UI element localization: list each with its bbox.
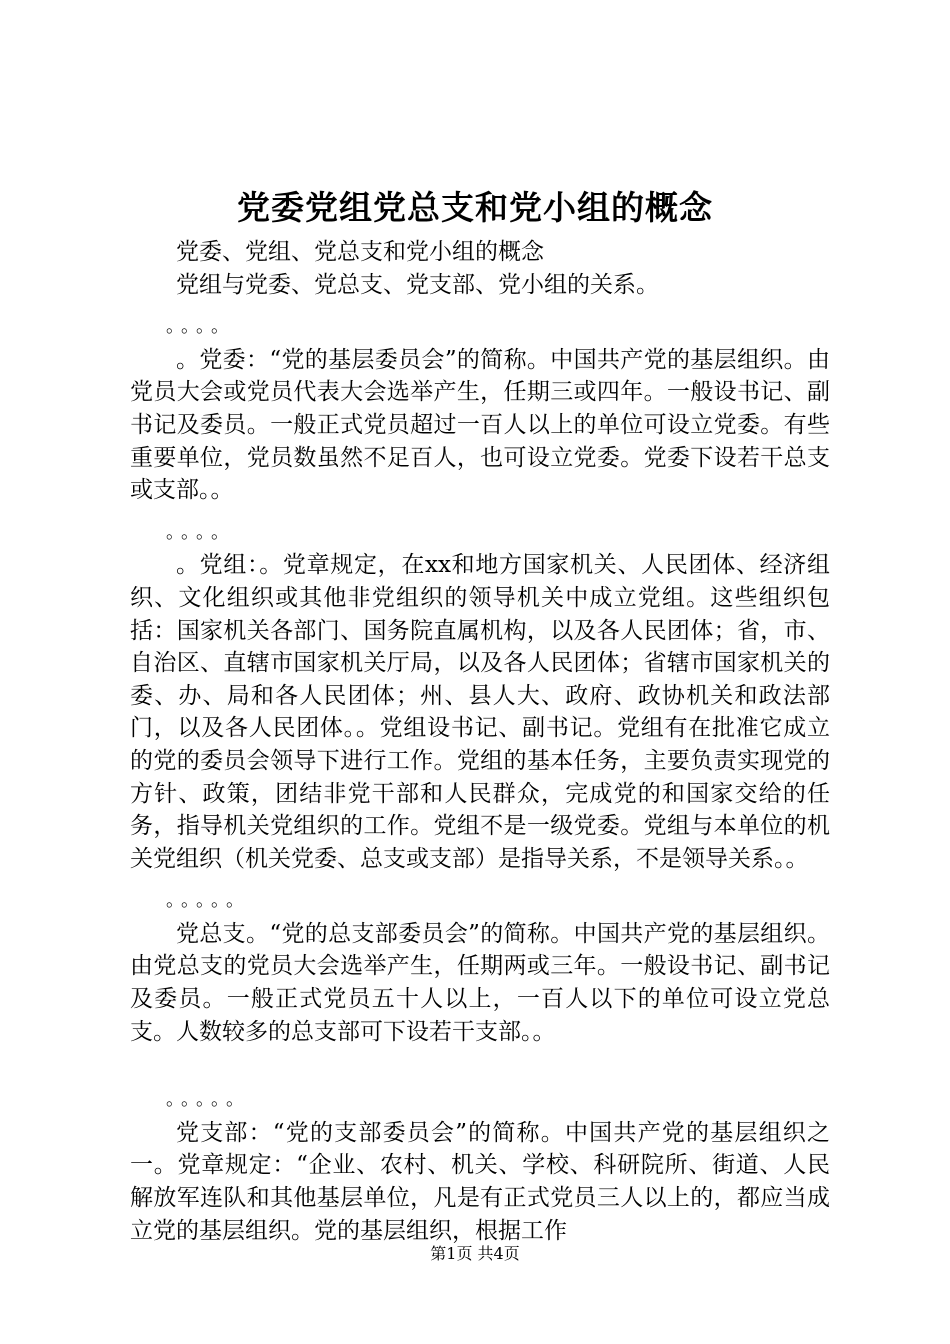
document-title: 党委党组党总支和党小组的概念 xyxy=(237,188,713,227)
paragraph-dangzu: 。党组：。党章规定，在xx和地方国家机关、人民团体、经济组织、文化组织或其他非党组织的领导机关中成立党组。这些组织包括：国家机关各部门、国务院直属机构，以及各人民团体；省，市、自治区、直辖市国家机关厅局，以及各人民团体；省辖市国家机关的委、办、局和各人民团体；州、县人大、政府、政协机关和政法部门，以及各人民团体。。党组设书记、副书记。党组有在批准它成立的党的委员会领导下进行工作。党组的基本任务，主要负责实现党的方针、政策，团结非党干部和人民群众，完成党的和国家交给的任务，指导机关党组织的工作。党组不是一级党委。党组与本单位的机关党组织（机关党委、总支或支部）是指导关系，不是领导关系。。 xyxy=(130,552,830,872)
document-body xyxy=(130,236,830,1247)
paragraph-dangwei: 。党委：“党的基层委员会”的简称。中国共产党的基层组织。由党员大会或党员代表大会选举产生，任期三或四年。一般设书记、副书记及委员。一般正式党员超过一百人以上的单位可设立党委。有些重要单位，党员数虽然不足百人，也可设立党委。党委下设若干总支或支部。。 xyxy=(130,346,830,504)
paragraph-separator: 。。。。 xyxy=(166,521,235,543)
paragraph-relation: 党组与党委、党总支、党支部、党小组的关系。 xyxy=(176,271,659,298)
paragraph-subtitle: 党委、党组、党总支和党小组的概念 xyxy=(176,239,544,265)
page-number: 第1页 共4页 xyxy=(430,1244,520,1263)
paragraph-dangzongzhi: 党总支。“党的总支部委员会”的简称。中国共产党的基层组织。由党总支的党员大会选举产生，任期两或三年。一般设书记、副书记及委员。一般正式党员五十人以上，一百人以下的单位可设立党总支。人数较多的总支部可下设若干支部。。 xyxy=(130,920,830,1045)
paragraph-separator: 。。。。 xyxy=(166,316,235,338)
paragraph-separator: 。。。。。 xyxy=(166,890,250,912)
paragraph-separator: 。。。。。 xyxy=(166,1089,250,1111)
paragraph-dangzhibu: 党支部：“党的支部委员会”的简称。中国共产党的基层组织之一。党章规定：“企业、农村、机关、学校、科研院所、街道、人民解放军连队和其他基层单位，凡是有正式党员三人以上的，都应当成立党的基层组织。党的基层组织，根据工作 xyxy=(130,1119,830,1244)
